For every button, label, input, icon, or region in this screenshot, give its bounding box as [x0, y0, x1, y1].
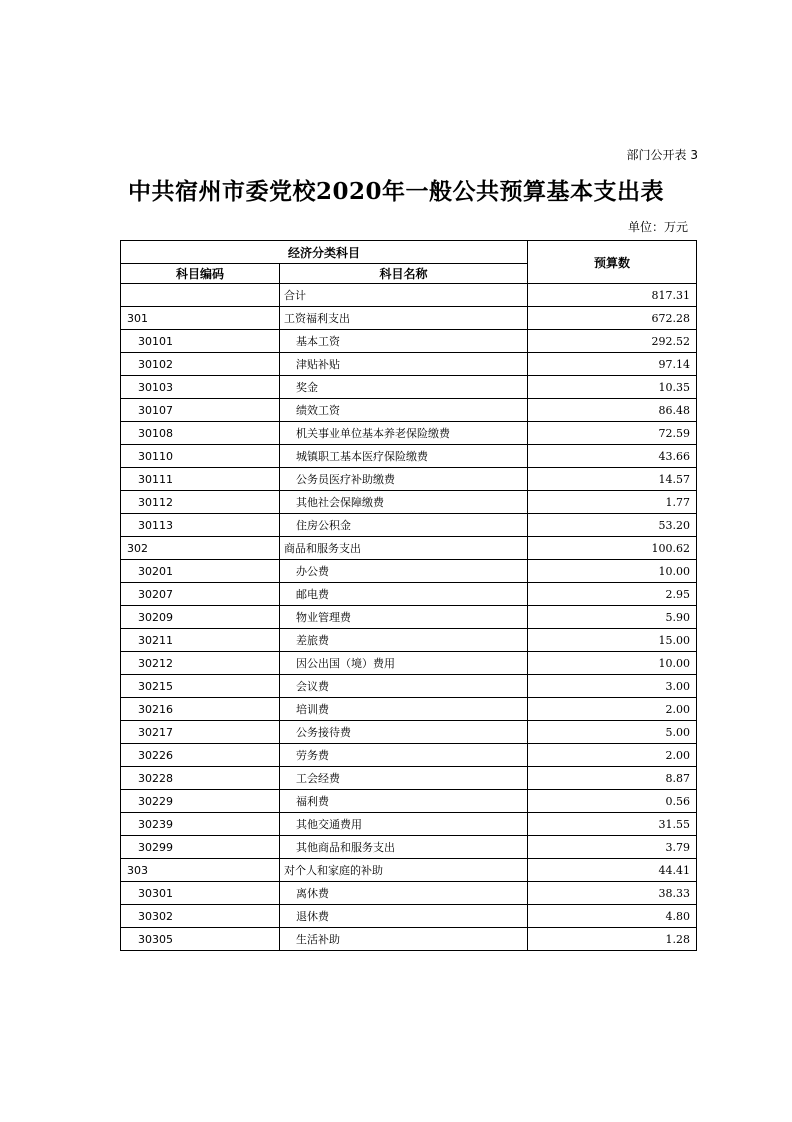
row-amount: 31.55 — [528, 813, 697, 836]
row-name: 会议费 — [280, 675, 528, 698]
row-amount: 43.66 — [528, 445, 697, 468]
row-amount: 10.00 — [528, 560, 697, 583]
row-code: 30101 — [121, 330, 280, 353]
table-row — [121, 491, 697, 514]
row-amount: 38.33 — [528, 882, 697, 905]
table-row — [121, 882, 697, 905]
table-row — [121, 905, 697, 928]
row-name: 公务接待费 — [280, 721, 528, 744]
row-amount: 10.00 — [528, 652, 697, 675]
row-code: 30201 — [121, 560, 280, 583]
row-name: 机关事业单位基本养老保险缴费 — [280, 422, 528, 445]
row-code: 303 — [121, 859, 280, 882]
row-name: 对个人和家庭的补助 — [280, 859, 528, 882]
code-header: 科目编码 — [121, 264, 280, 284]
row-name: 奖金 — [280, 376, 528, 399]
row-code: 30239 — [121, 813, 280, 836]
row-code: 30301 — [121, 882, 280, 905]
row-code: 30216 — [121, 698, 280, 721]
row-amount: 0.56 — [528, 790, 697, 813]
row-name: 因公出国（境）费用 — [280, 652, 528, 675]
row-amount: 4.80 — [528, 905, 697, 928]
table-row — [121, 629, 697, 652]
row-name: 工资福利支出 — [280, 307, 528, 330]
row-code: 30111 — [121, 468, 280, 491]
row-code: 30211 — [121, 629, 280, 652]
row-amount: 3.00 — [528, 675, 697, 698]
unit-label: 单位：万元 — [627, 220, 688, 234]
row-amount: 5.00 — [528, 721, 697, 744]
row-name: 住房公积金 — [280, 514, 528, 537]
row-name: 生活补助 — [280, 928, 528, 951]
row-code: 30107 — [121, 399, 280, 422]
row-name: 公务员医疗补助缴费 — [280, 468, 528, 491]
row-name: 津贴补贴 — [280, 353, 528, 376]
row-name: 合计 — [280, 284, 528, 307]
table-row — [121, 675, 697, 698]
table-row — [121, 583, 697, 606]
row-amount: 86.48 — [528, 399, 697, 422]
table-row — [121, 859, 697, 882]
row-name: 离休费 — [280, 882, 528, 905]
row-name: 其他商品和服务支出 — [280, 836, 528, 859]
row-name: 劳务费 — [280, 744, 528, 767]
row-amount: 72.59 — [528, 422, 697, 445]
table-row — [121, 606, 697, 629]
row-amount: 2.00 — [528, 698, 697, 721]
table-row — [121, 307, 697, 330]
row-name: 邮电费 — [280, 583, 528, 606]
row-amount: 8.87 — [528, 767, 697, 790]
table-row — [121, 698, 697, 721]
table-row — [121, 284, 697, 307]
row-name: 培训费 — [280, 698, 528, 721]
row-name: 绩效工资 — [280, 399, 528, 422]
table-row — [121, 330, 697, 353]
table-row — [121, 537, 697, 560]
table-row — [121, 836, 697, 859]
row-amount: 14.57 — [528, 468, 697, 491]
name-header: 科目名称 — [280, 264, 528, 284]
table-row — [121, 744, 697, 767]
row-amount: 1.77 — [528, 491, 697, 514]
table-row — [121, 652, 697, 675]
group-header: 经济分类科目 — [121, 241, 528, 264]
row-name: 其他社会保障缴费 — [280, 491, 528, 514]
table-row — [121, 445, 697, 468]
row-amount: 817.31 — [528, 284, 697, 307]
table-row — [121, 514, 697, 537]
row-amount: 2.95 — [528, 583, 697, 606]
row-code: 30207 — [121, 583, 280, 606]
row-code: 301 — [121, 307, 280, 330]
row-code: 30108 — [121, 422, 280, 445]
row-code: 30302 — [121, 905, 280, 928]
row-code: 30228 — [121, 767, 280, 790]
row-amount: 2.00 — [528, 744, 697, 767]
table-row — [121, 790, 697, 813]
row-code: 30229 — [121, 790, 280, 813]
row-amount: 292.52 — [528, 330, 697, 353]
table-row — [121, 767, 697, 790]
budget-table — [120, 240, 697, 951]
row-amount: 53.20 — [528, 514, 697, 537]
row-amount: 10.35 — [528, 376, 697, 399]
row-name: 基本工资 — [280, 330, 528, 353]
row-code: 30299 — [121, 836, 280, 859]
row-code: 30217 — [121, 721, 280, 744]
row-amount: 672.28 — [528, 307, 697, 330]
row-name: 退休费 — [280, 905, 528, 928]
row-amount: 44.41 — [528, 859, 697, 882]
row-name: 城镇职工基本医疗保险缴费 — [280, 445, 528, 468]
row-amount: 5.90 — [528, 606, 697, 629]
row-code: 30110 — [121, 445, 280, 468]
row-name: 物业管理费 — [280, 606, 528, 629]
table-row — [121, 422, 697, 445]
row-code: 30209 — [121, 606, 280, 629]
table-row — [121, 721, 697, 744]
table-row — [121, 468, 697, 491]
row-amount: 97.14 — [528, 353, 697, 376]
row-amount: 1.28 — [528, 928, 697, 951]
row-name: 办公费 — [280, 560, 528, 583]
table-row — [121, 376, 697, 399]
row-code — [121, 284, 280, 307]
row-name: 差旅费 — [280, 629, 528, 652]
row-code: 30113 — [121, 514, 280, 537]
form-number: 部门公开表 3 — [626, 148, 698, 162]
row-code: 302 — [121, 537, 280, 560]
row-amount: 3.79 — [528, 836, 697, 859]
row-name: 其他交通费用 — [280, 813, 528, 836]
row-name: 福利费 — [280, 790, 528, 813]
row-code: 30305 — [121, 928, 280, 951]
row-code: 30112 — [121, 491, 280, 514]
table-row — [121, 353, 697, 376]
table-row — [121, 399, 697, 422]
row-code: 30215 — [121, 675, 280, 698]
page-title: 中共宿州市委党校2020年一般公共预算基本支出表 — [127, 178, 664, 205]
row-code: 30102 — [121, 353, 280, 376]
table-row — [121, 928, 697, 951]
row-amount: 100.62 — [528, 537, 697, 560]
row-code: 30212 — [121, 652, 280, 675]
row-name: 商品和服务支出 — [280, 537, 528, 560]
table-row — [121, 560, 697, 583]
table-row — [121, 813, 697, 836]
row-code: 30226 — [121, 744, 280, 767]
row-amount: 15.00 — [528, 629, 697, 652]
row-name: 工会经费 — [280, 767, 528, 790]
table-body — [121, 284, 697, 951]
amount-header: 预算数 — [528, 241, 697, 284]
row-code: 30103 — [121, 376, 280, 399]
